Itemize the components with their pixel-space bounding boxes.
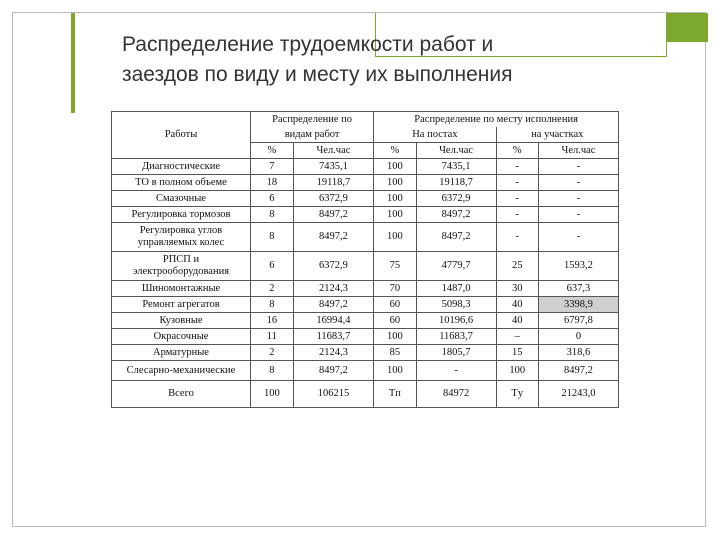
work-name-line-2: управляемых колес [137,237,225,248]
work-name: Арматурные [112,345,251,361]
sites-manhours: - [538,175,618,191]
sites-manhours: 8497,2 [538,361,618,381]
header-manhours: Чел.час [416,143,496,159]
header-sites: на участках [496,127,618,143]
type-pct: 6 [251,191,294,207]
sites-manhours: - [538,207,618,223]
sites-manhours: 6797,8 [538,313,618,329]
type-manhours: 8497,2 [293,207,374,223]
type-manhours: 11683,7 [293,329,374,345]
type-manhours: 16994,4 [293,313,374,329]
posts-manhours: 1487,0 [416,281,496,297]
posts-pct: 85 [374,345,416,361]
work-name: ТО в полном объеме [112,175,251,191]
type-manhours: 19118,7 [293,175,374,191]
sites-pct: - [496,175,538,191]
header-posts: На постах [374,127,496,143]
sites-manhours: 0 [538,329,618,345]
header-group-type-line2: видам работ [251,127,374,143]
table-row [112,223,619,252]
table-row [112,207,619,223]
type-pct: 2 [251,281,294,297]
title-line-2: заездов по виду и месту их выполнения [122,63,513,86]
sites-manhours-highlighted: 3398,9 [538,297,618,313]
type-pct: 6 [251,252,294,281]
header-manhours: Чел.час [293,143,374,159]
sites-manhours: 637,3 [538,281,618,297]
accent-bar [71,13,75,113]
sites-pct: 40 [496,297,538,313]
total-posts-manhours: 84972 [416,381,496,408]
table-row [112,281,619,297]
sites-pct: - [496,223,538,252]
type-pct: 18 [251,175,294,191]
posts-manhours: 8497,2 [416,207,496,223]
work-name: Слесарно-механические [112,361,251,381]
posts-pct: 75 [374,252,416,281]
sites-pct: – [496,329,538,345]
type-manhours: 2124,3 [293,345,374,361]
header-manhours: Чел.час [538,143,618,159]
table-row [112,297,619,313]
posts-manhours: 4779,7 [416,252,496,281]
posts-pct: 100 [374,329,416,345]
work-name [112,223,251,252]
work-name: Кузовные [112,313,251,329]
header-group-type: Распределение по [251,112,374,128]
type-pct: 8 [251,207,294,223]
total-type-manhours: 106215 [293,381,374,408]
work-name: Окрасочные [112,329,251,345]
total-type-pct: 100 [251,381,294,408]
posts-pct: 100 [374,361,416,381]
posts-pct: 100 [374,159,416,175]
posts-pct: 60 [374,313,416,329]
posts-manhours: 19118,7 [416,175,496,191]
total-sites-symbol: Tу [496,381,538,408]
sites-pct: - [496,207,538,223]
type-manhours: 8497,2 [293,223,374,252]
posts-manhours: 7435,1 [416,159,496,175]
title-line-1: Распределение трудоемкости работ и [122,33,494,56]
work-name: Диагностические [112,159,251,175]
table-row [112,191,619,207]
type-manhours: 8497,2 [293,361,374,381]
posts-pct: 60 [374,297,416,313]
header-pct: % [374,143,416,159]
table-row [112,345,619,361]
work-name [112,252,251,281]
labor-distribution-table [111,111,619,408]
table-row [112,361,619,381]
sites-pct: 30 [496,281,538,297]
type-pct: 2 [251,345,294,361]
work-name: Шиномонтажные [112,281,251,297]
header-row-3 [112,143,619,159]
type-manhours: 7435,1 [293,159,374,175]
header-row-2 [112,127,619,143]
sites-pct: 25 [496,252,538,281]
type-manhours: 2124,3 [293,281,374,297]
posts-manhours: 6372,9 [416,191,496,207]
posts-manhours: 11683,7 [416,329,496,345]
work-name: Регулировка тормозов [112,207,251,223]
table-row [112,159,619,175]
work-name-line-1: Регулировка углов [139,225,223,236]
type-pct: 16 [251,313,294,329]
posts-manhours: 8497,2 [416,223,496,252]
sites-manhours: - [538,159,618,175]
table-row [112,252,619,281]
posts-manhours: 1805,7 [416,345,496,361]
sites-pct: 40 [496,313,538,329]
posts-manhours: - [416,361,496,381]
type-manhours: 8497,2 [293,297,374,313]
posts-pct: 100 [374,223,416,252]
posts-manhours: 10196,6 [416,313,496,329]
header-pct: % [496,143,538,159]
header-cell [112,112,251,128]
header-pct: % [251,143,294,159]
total-posts-symbol: Tп [374,381,416,408]
work-name: Ремонт агрегатов [112,297,251,313]
type-manhours: 6372,9 [293,191,374,207]
total-label: Всего [112,381,251,408]
total-row [112,381,619,408]
header-cell [112,143,251,159]
sites-pct: - [496,159,538,175]
sites-pct: - [496,191,538,207]
work-name: Смазочные [112,191,251,207]
sites-manhours: - [538,223,618,252]
table-row [112,329,619,345]
header-row-1 [112,112,619,128]
header-works: Работы [112,127,251,143]
sites-pct: 15 [496,345,538,361]
type-manhours: 6372,9 [293,252,374,281]
sites-manhours: 1593,2 [538,252,618,281]
table-row [112,175,619,191]
sites-pct: 100 [496,361,538,381]
header-group-place: Распределение по месту исполнения [374,112,619,128]
posts-pct: 100 [374,207,416,223]
type-pct: 11 [251,329,294,345]
posts-pct: 70 [374,281,416,297]
sites-manhours: 318,6 [538,345,618,361]
posts-pct: 100 [374,191,416,207]
work-name-line-1: РПСП и [162,254,200,265]
type-pct: 8 [251,361,294,381]
total-sites-manhours: 21243,0 [538,381,618,408]
table-row [112,313,619,329]
posts-pct: 100 [374,175,416,191]
sites-manhours: - [538,191,618,207]
type-pct: 8 [251,223,294,252]
type-pct: 7 [251,159,294,175]
slide-title [122,30,682,90]
posts-manhours: 5098,3 [416,297,496,313]
type-pct: 8 [251,297,294,313]
work-name-line-2: электрооборудования [132,266,230,277]
